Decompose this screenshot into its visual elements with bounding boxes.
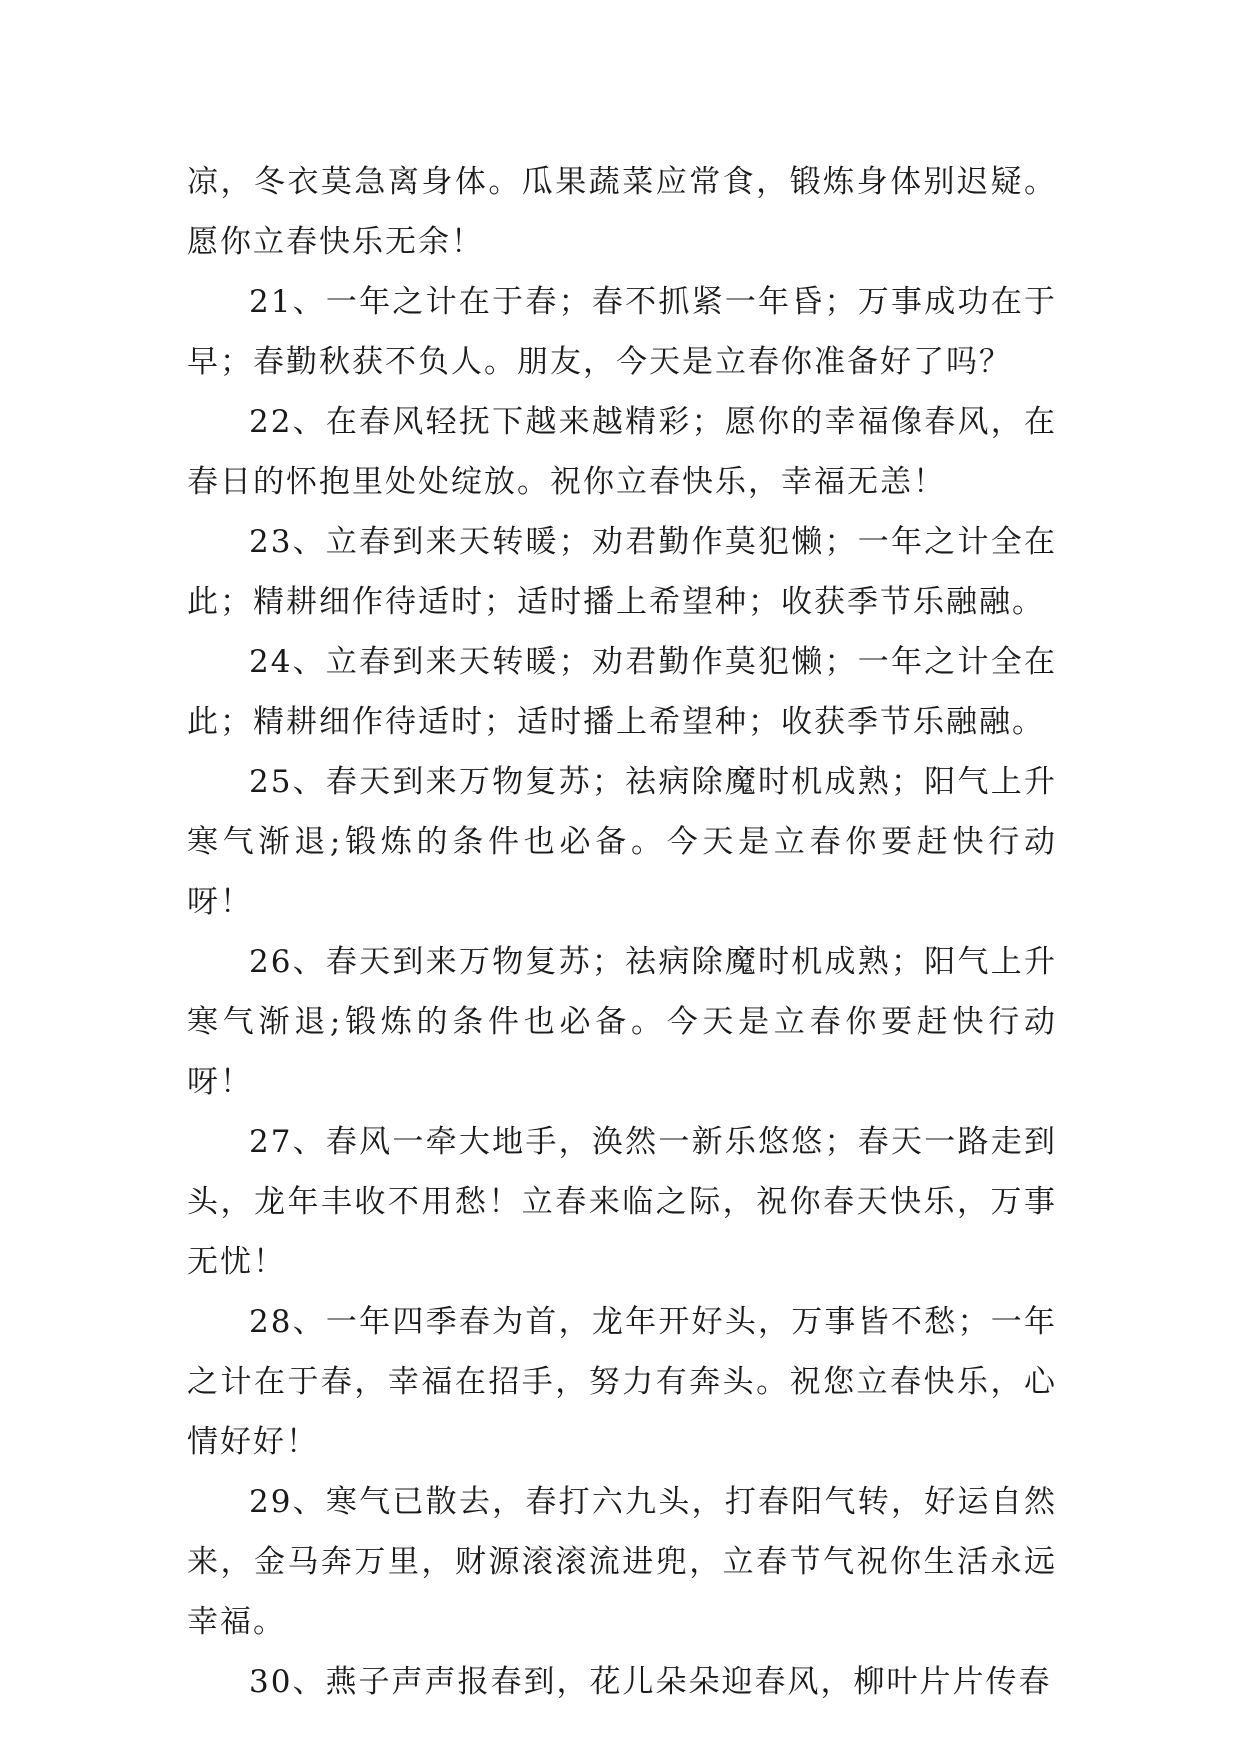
paragraph-25: 25、春天到来万物复苏；祛病除魔时机成熟；阳气上升寒气渐退;锻炼的条件也必备。今天是立春你要赶快行动呀！ bbox=[187, 764, 1057, 920]
paragraph-26: 26、春天到来万物复苏；祛病除魔时机成熟；阳气上升寒气渐退;锻炼的条件也必备。今天是立春你要赶快行动呀！ bbox=[187, 944, 1057, 1100]
paragraph-21: 21、一年之计在于春；春不抓紧一年昏；万事成功在于早；春勤秋获不负人。朋友，今天是立春你准备好了吗？ bbox=[187, 284, 1057, 380]
paragraph-24: 24、立春到来天转暖；劝君勤作莫犯懒；一年之计全在此；精耕细作待适时；适时播上希望种；收获季节乐融融。 bbox=[187, 644, 1057, 740]
document-body bbox=[187, 152, 1057, 1712]
paragraph-29: 29、寒气已散去，春打六九头，打春阳气转，好运自然来，金马奔万里，财源滚滚流进兜，立春节气祝你生活永远幸福。 bbox=[187, 1484, 1057, 1640]
paragraph-23: 23、立春到来天转暖；劝君勤作莫犯懒；一年之计全在此；精耕细作待适时；适时播上希望种；收获季节乐融融。 bbox=[187, 524, 1057, 620]
paragraph-27: 27、春风一牵大地手，涣然一新乐悠悠；春天一路走到头，龙年丰收不用愁！立春来临之际，祝你春天快乐，万事无忧！ bbox=[187, 1124, 1057, 1280]
paragraph-28: 28、一年四季春为首，龙年开好头，万事皆不愁；一年之计在于春，幸福在招手，努力有奔头。祝您立春快乐，心情好好！ bbox=[187, 1304, 1057, 1460]
paragraph-30: 30、燕子声声报春到，花儿朵朵迎春风，柳叶片片传春 bbox=[249, 1664, 1052, 1700]
paragraph-continuation: 凉，冬衣莫急离身体。瓜果蔬菜应常食，锻炼身体别迟疑。愿你立春快乐无余！ bbox=[187, 164, 1057, 260]
paragraph-22: 22、在春风轻抚下越来越精彩；愿你的幸福像春风，在春日的怀抱里处处绽放。祝你立春快乐，幸福无恙！ bbox=[187, 404, 1057, 500]
